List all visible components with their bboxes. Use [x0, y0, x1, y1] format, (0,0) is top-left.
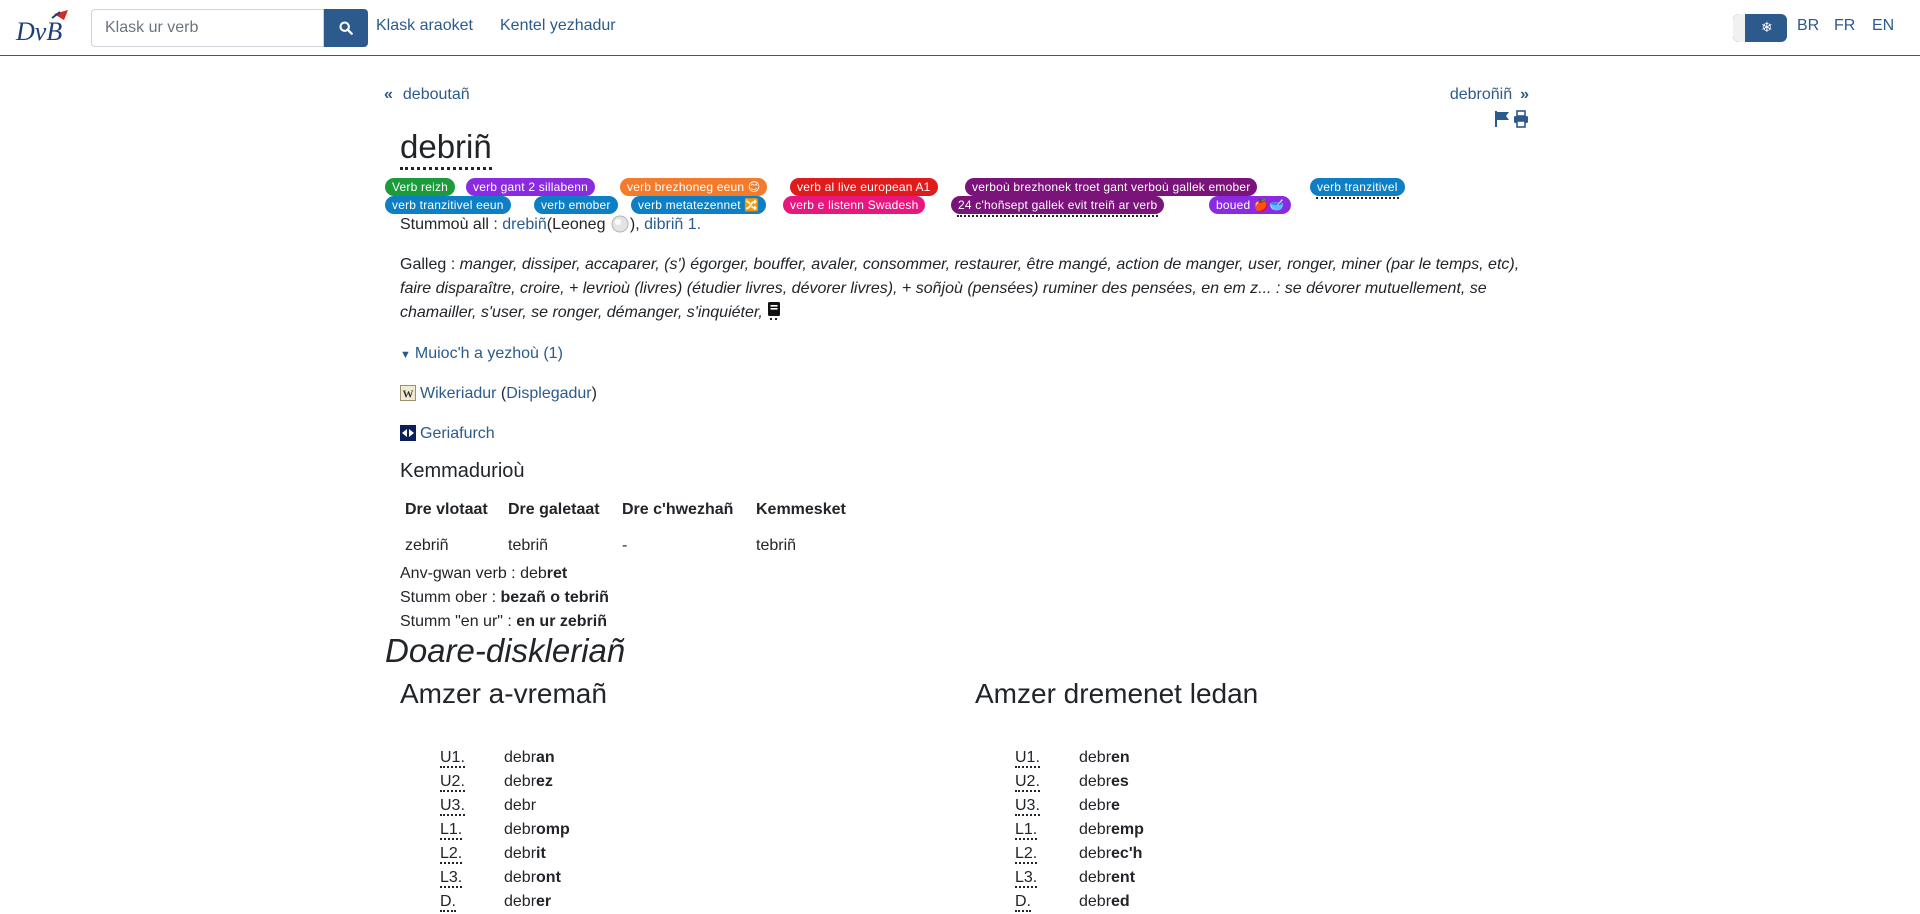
lang-fr[interactable]: FR [1834, 17, 1856, 34]
verb-tag-badge[interactable]: verb e listenn Swadesh [783, 196, 925, 214]
mutation-header-mixed: Kemmesket [756, 501, 846, 518]
mutation-mixed-value: tebriñ [756, 537, 797, 554]
conjugated-form [1079, 866, 1135, 890]
form-ending: en [1111, 749, 1130, 766]
form-stem: debr [1079, 821, 1112, 838]
person-label [1015, 866, 1055, 890]
search-button[interactable] [324, 9, 368, 47]
person-label [1015, 890, 1055, 914]
person-label [1015, 770, 1055, 794]
person-abbr[interactable]: L1. [440, 821, 463, 838]
form-stem: debr [1079, 797, 1112, 814]
logo-text: DvB [16, 17, 63, 46]
verb-tag-badge[interactable]: Verb reizh [385, 178, 455, 196]
person-abbr[interactable]: U1. [1015, 749, 1040, 766]
lang-en[interactable]: EN [1872, 17, 1895, 34]
person-abbr[interactable]: L2. [440, 845, 463, 862]
mutation-hard-value: tebriñ [508, 537, 549, 554]
progressive-form-line [400, 586, 609, 610]
form-ending: ont [536, 869, 561, 886]
next-verb-label: debroñiñ [1449, 86, 1513, 103]
form-stem: debr [504, 797, 537, 814]
conjugation-imperfect [1015, 746, 1315, 914]
geriafurch-icon [400, 425, 416, 441]
form-stem: debr [1079, 773, 1112, 790]
search-icon [339, 21, 353, 35]
nav-link-grammar-lesson[interactable]: Kentel yezhadur [500, 17, 616, 34]
previous-verb-link[interactable] [384, 86, 470, 104]
caret-down-icon: ▼ [400, 349, 411, 361]
conjugated-form [504, 818, 570, 842]
verb-tag-badge[interactable]: verb emober [534, 196, 618, 214]
progressive-form-value: bezañ o tebriñ [500, 589, 609, 606]
conjugated-form [1079, 770, 1129, 794]
past-participle-label: Anv-gwan verb : [400, 565, 516, 582]
mutation-header-hard: Dre galetaat [508, 501, 600, 518]
person-abbr[interactable]: L3. [440, 869, 463, 886]
verb-tag-badge[interactable]: verboù brezhonek troet gant verboù gallek emober [965, 178, 1257, 196]
verb-tag-badge[interactable]: verb tranzitivel eeun [385, 196, 511, 214]
globe-icon [610, 214, 630, 234]
person-abbr[interactable]: L1. [1015, 821, 1038, 838]
form-ending: it [536, 845, 546, 862]
form-ending: an [536, 749, 555, 766]
other-form-link-drebin[interactable]: drebiñ [502, 216, 547, 233]
past-participle-ending: ret [546, 565, 568, 582]
form-ending: omp [536, 821, 570, 838]
form-ending: ed [1111, 893, 1130, 910]
other-forms-label: Stummoù all : [400, 216, 498, 233]
conjugated-form [504, 746, 555, 770]
person-label [440, 890, 480, 914]
form-ending: ent [1111, 869, 1136, 886]
conjugated-form [504, 866, 561, 890]
wiktionary-icon [400, 385, 416, 401]
mutations-title: Kemmadurioù [400, 460, 525, 482]
gerund-form-line [400, 610, 607, 634]
mutations-table [400, 495, 851, 563]
conjugation-link[interactable]: Displegadur [506, 385, 592, 402]
form-stem: debr [504, 845, 537, 862]
form-ending: ec'h [1111, 845, 1143, 862]
other-form-source: (Leoneg [546, 216, 606, 233]
double-chevron-left-icon: « [384, 86, 393, 103]
person-abbr[interactable]: L2. [1015, 845, 1038, 862]
svg-text:W: W [402, 388, 414, 401]
wiktionary-link[interactable]: Wikeriadur [420, 385, 497, 402]
mutation-header-spirant: Dre c'hwezhañ [622, 501, 734, 518]
person-abbr[interactable]: U1. [440, 749, 465, 766]
progressive-form-label: Stumm ober : [400, 589, 497, 606]
person-label [440, 770, 480, 794]
conjugated-form [504, 770, 553, 794]
french-text: manger, dissiper, accaparer, (s') égorger, bouffer, avaler, consommer, restaurer, être mangé, action de manger, user, ronger, miner (par le temps, etc), faire disparaître, croire, + levrioù (livres) (étudier livres, dévorer livres), + soñjoù (pensées) ruminer des pensées, en em z... : se dévorer mutuellement, se chamailler, s'user, se ronger, démanger, s'inquiéter, [400, 256, 1520, 321]
past-participle-base: deb [520, 565, 547, 582]
form-stem: debr [1079, 749, 1112, 766]
next-verb-link[interactable] [1450, 86, 1529, 104]
snowflake-icon: ❄ [1761, 19, 1773, 35]
person-label [1015, 818, 1055, 842]
table-row [400, 529, 851, 563]
person-label [1015, 746, 1055, 770]
mutations-header-row [400, 495, 851, 529]
other-forms-line [400, 213, 701, 237]
tense-title-present: Amzer a-vremañ [400, 678, 607, 709]
conjugated-form [1079, 842, 1142, 866]
wiktionary-line [400, 382, 597, 406]
wiktionary-paren-open: ( [500, 385, 507, 402]
mutation-header-soft: Dre vlotaat [405, 501, 488, 518]
previous-verb-label: deboutañ [402, 86, 470, 103]
person-abbr[interactable]: U3. [440, 797, 465, 814]
dvb-logo[interactable] [14, 8, 72, 48]
conjugated-form [1079, 890, 1130, 914]
person-abbr[interactable]: D. [1015, 893, 1031, 910]
book-icon[interactable] [767, 302, 781, 320]
person-abbr[interactable]: D. [440, 893, 456, 910]
form-ending: ez [536, 773, 553, 790]
mutation-spirant-value: - [622, 537, 628, 554]
verb-tag-badge[interactable]: verb brezhoneg eeun 😊 [620, 178, 767, 196]
person-abbr[interactable]: L3. [1015, 869, 1038, 886]
person-label [440, 842, 480, 866]
mutation-soft-value: zebriñ [405, 537, 449, 554]
verb-tag-badge[interactable]: verb tranzitivel [1310, 178, 1405, 196]
person-label [440, 818, 480, 842]
past-participle-line [400, 562, 567, 586]
form-stem: debr [1079, 869, 1112, 886]
form-stem: debr [504, 773, 537, 790]
other-form-link-dibrin[interactable]: dibriñ 1. [644, 216, 702, 233]
geriafurch-line [400, 422, 495, 446]
top-navbar [0, 0, 1920, 56]
form-stem: debr [504, 749, 537, 766]
conjugated-form [504, 890, 551, 914]
conjugated-form [504, 794, 536, 818]
person-label [1015, 842, 1055, 866]
verb-tag-badge[interactable]: verb metatezennet 🔀 [631, 196, 766, 214]
other-form-separator: ), [629, 216, 640, 233]
person-label [440, 794, 480, 818]
conjugated-form [1079, 746, 1130, 770]
theme-toggle[interactable] [1733, 14, 1787, 42]
form-stem: debr [504, 893, 537, 910]
geriafurch-link[interactable]: Geriafurch [420, 425, 495, 442]
tool-icons [1494, 110, 1530, 128]
gerund-form-value: en ur zebriñ [516, 613, 607, 630]
gerund-form-label: Stumm "en ur" : [400, 613, 512, 630]
person-abbr[interactable]: U2. [440, 773, 465, 790]
person-label [1015, 794, 1055, 818]
verb-tag-badge[interactable]: verb gant 2 sillabenn [466, 178, 595, 196]
more-languages-toggle[interactable] [400, 342, 563, 367]
indicative-mood-title: Doare-diskleriañ [385, 632, 626, 669]
form-stem: debr [1079, 845, 1112, 862]
verb-search-input[interactable] [91, 9, 324, 47]
person-label [440, 866, 480, 890]
nav-link-advanced-search[interactable]: Klask araoket [376, 17, 473, 34]
form-ending: emp [1111, 821, 1144, 838]
form-ending: es [1111, 773, 1129, 790]
tense-title-imperfect: Amzer dremenet ledan [975, 678, 1259, 709]
headword-title: debriñ [400, 128, 492, 170]
lang-br[interactable]: BR [1797, 17, 1820, 34]
toggle-knob [1733, 14, 1745, 42]
person-abbr[interactable]: U2. [1015, 773, 1040, 790]
french-translation [400, 253, 1520, 325]
form-ending: e [1111, 797, 1120, 814]
conjugated-form [504, 842, 546, 866]
form-stem: debr [504, 869, 537, 886]
verb-tag-badge[interactable]: boued 🍎🥣 [1209, 196, 1291, 214]
conjugated-form [1079, 794, 1120, 818]
french-label: Galleg : [400, 256, 456, 273]
form-ending: er [536, 893, 552, 910]
more-languages-label: Muioc'h a yezhoù (1) [414, 345, 563, 362]
form-stem: debr [504, 821, 537, 838]
form-stem: debr [1079, 893, 1112, 910]
verb-tag-badge[interactable]: 24 c'hoñsept gallek evit treiñ ar verb [951, 196, 1164, 214]
conjugated-form [1079, 818, 1144, 842]
double-chevron-right-icon: » [1520, 86, 1529, 103]
verb-tag-badge[interactable]: verb al live european A1 [790, 178, 938, 196]
person-label [440, 746, 480, 770]
print-icon[interactable] [1514, 111, 1528, 127]
person-abbr[interactable]: U3. [1015, 797, 1040, 814]
wiktionary-paren-close: ) [591, 385, 597, 402]
flag-icon[interactable] [1496, 111, 1509, 127]
conjugation-present [440, 746, 740, 914]
